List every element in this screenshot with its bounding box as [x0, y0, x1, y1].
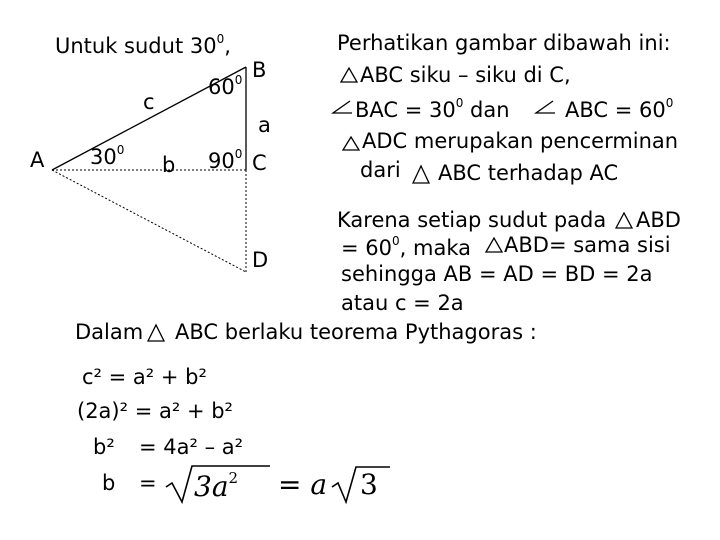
right-line5a: dari: [360, 158, 401, 182]
para2-line3: sehingga AB = AD = BD = 2a: [341, 262, 653, 286]
right-line3: BAC = $30^0$ dan: [355, 96, 510, 122]
triangle-symbol-icon: [148, 325, 164, 341]
right-line1: Perhatikan gambar dibawah ini:: [337, 31, 671, 55]
angle-b-label: $60^0$: [208, 73, 243, 99]
equation-3-rhs: = 4a² – a²: [139, 435, 244, 459]
heading-text: Untuk sudut 30: [55, 34, 217, 58]
right-line3-angle: ABC = $60^0$: [565, 96, 674, 122]
pythagoras-suffix: ABC berlaku teorema Pythagoras :: [175, 320, 537, 344]
triangle-symbol-icon: [486, 238, 502, 252]
triangle-symbol-icon: [341, 68, 357, 82]
side-ad: [52, 170, 246, 272]
side-c-label: c: [143, 90, 155, 114]
vertex-d-label: D: [252, 248, 269, 272]
vertex-a-label: A: [30, 148, 45, 172]
right-line5b: ABC terhadap AC: [438, 161, 619, 185]
triangle-symbol-icon: [413, 166, 429, 183]
equation-3-lhs: b²: [93, 435, 115, 459]
vertex-b-label: B: [252, 58, 267, 82]
para2-line2: = $60^0$, maka: [341, 234, 471, 260]
left-heading: [55, 33, 231, 57]
side-a-label: a: [258, 113, 271, 137]
para2-line1a: Karena setiap sudut pada: [337, 208, 607, 232]
right-line2: ABC siku – siku di C,: [360, 63, 571, 87]
rhs-sqrt3: 3: [360, 468, 378, 501]
radicand: $3a^2$: [194, 469, 239, 503]
pythagoras-prefix: Dalam: [75, 320, 144, 344]
side-b-label: b: [162, 153, 176, 177]
equation-1: c² = a² + b²: [82, 365, 207, 389]
triangle-symbol-icon: [343, 137, 359, 150]
angle-c-label: $90^0$: [208, 147, 243, 173]
angle-symbol-icon: [536, 101, 555, 113]
para2-line4: atau c = 2a: [341, 291, 464, 315]
angle-a-label: $30^0$: [90, 143, 125, 169]
heading-tail: ,: [224, 34, 231, 58]
degree-sup: 0: [216, 32, 225, 46]
equation-2: (2a)² = a² + b²: [77, 399, 233, 423]
triangle-symbol-icon: [616, 213, 632, 228]
equation-4-lhs: b: [102, 471, 116, 495]
right-line4: ADC merupakan pencerminan: [362, 129, 679, 153]
para2-line2c: ABD= sama sisi: [504, 233, 671, 257]
rhs-a: = a: [278, 468, 328, 501]
equation-4-eq: =: [139, 471, 157, 495]
para2-line1b: ABD: [636, 208, 681, 232]
angle-symbol-icon: [333, 101, 352, 113]
vertex-c-label: C: [252, 151, 267, 175]
